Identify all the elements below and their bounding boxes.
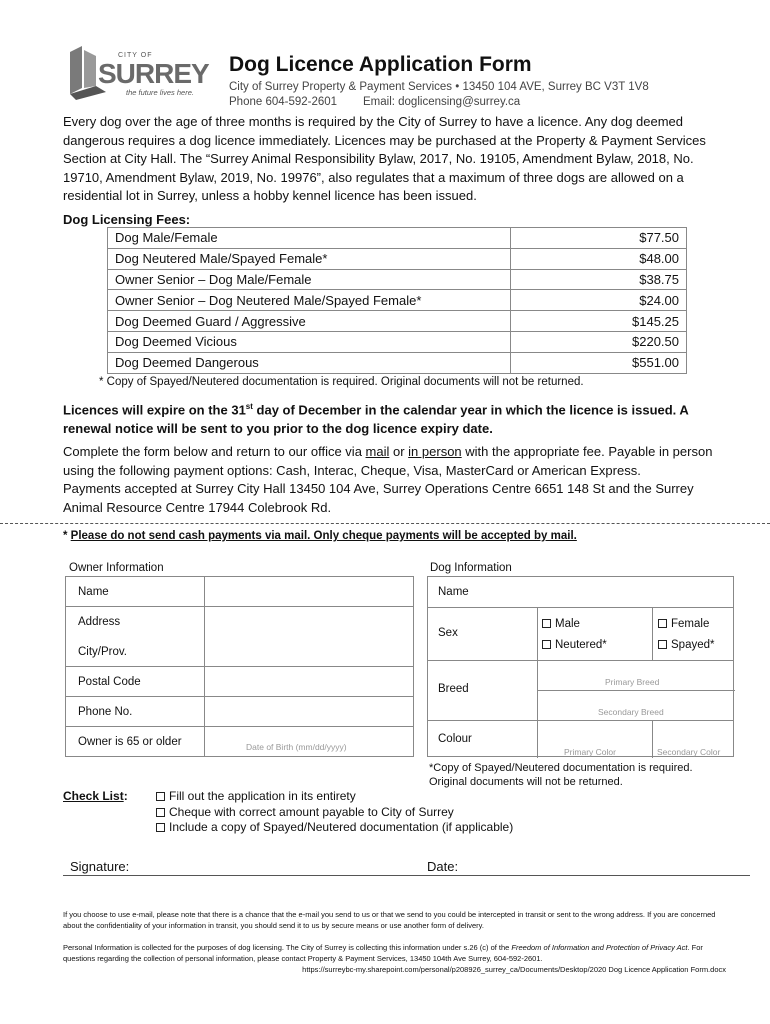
checkbox-icon [156, 792, 165, 801]
male-box-icon [542, 619, 551, 628]
primary-color-field[interactable]: Primary Color [564, 747, 616, 757]
owner-column-divider [204, 577, 205, 756]
primary-breed-field[interactable]: Primary Breed [605, 677, 660, 687]
fee-price: $551.00 [511, 352, 687, 373]
checkbox-icon [156, 808, 165, 817]
expiry-part1: Licences will expire on the 31 [63, 402, 246, 418]
instr-part1: Complete the form below and return to our office via [63, 444, 366, 459]
owner-label-name: Name [78, 586, 109, 598]
logo-city-of: CITY OF [118, 52, 153, 59]
logo-tagline: the future lives here. [126, 88, 194, 97]
owner-row-phone[interactable] [66, 697, 413, 727]
female-label: Female [671, 618, 710, 630]
intro-paragraph: Every dog over the age of three months is required by the City of Surrey to have a licence. Any dog deemed dangerous requires a dog licence immediately. Licences may be purchased at the Property & Payment Services Section at City Hall. The “Surrey Animal Responsibility Bylaw, 2017, No. 19105, Amendment Bylaw, 2018, No. 19710, Amendment Bylaw, 2019, No. 19976”, also regulates that a maximum of three dogs are allowed on a residential lot in Surrey, unless a hobby kennel licence has been issued. [63, 114, 706, 203]
dob-hint: Date of Birth (mm/dd/yyyy) [246, 742, 347, 752]
female-checkbox[interactable] [658, 618, 709, 630]
owner-label-senior: Owner is 65 or older [78, 736, 182, 748]
checklist-item-label: Include a copy of Spayed/Neutered documentation (if applicable) [169, 820, 514, 834]
checklist-item[interactable] [156, 820, 513, 836]
dog-row-line [428, 607, 733, 608]
instr-part2: with the appropriate fee. Payable in person using the following payment options: Cash, Interac, Cheque, Visa, MasterCard or American Express. [63, 444, 713, 478]
neutered-checkbox[interactable] [542, 639, 607, 651]
fee-label: Owner Senior – Dog Male/Female [108, 269, 511, 290]
phone-text: Phone 604-592-2601 [229, 96, 338, 108]
fee-row [108, 352, 687, 373]
owner-label-city: City/Prov. [78, 646, 127, 658]
fee-price: $38.75 [511, 269, 687, 290]
fee-row [108, 269, 687, 290]
spayed-box-icon [658, 640, 667, 649]
dog-label-colour: Colour [438, 733, 472, 745]
owner-row-senior[interactable] [66, 727, 413, 757]
dog-table [427, 576, 734, 757]
owner-label-address: Address [78, 616, 121, 628]
cash-note-star: * [63, 530, 71, 542]
sex-column-divider [652, 607, 653, 660]
checklist-heading-text: Check List [63, 789, 124, 803]
checklist-item[interactable] [156, 805, 513, 821]
dog-column-divider [537, 607, 538, 758]
male-label: Male [555, 618, 580, 630]
fee-row [108, 248, 687, 269]
instr-or: or [389, 444, 409, 459]
expiry-sup: st [245, 402, 253, 411]
fees-table [107, 227, 687, 374]
fee-row [108, 290, 687, 311]
fee-label: Dog Deemed Vicious [108, 331, 511, 352]
dog-note: *Copy of Spayed/Neutered documentation is required. Original documents will not be returned. [429, 762, 693, 788]
privacy-part1: Personal Information is collected for the purposes of dog licensing. The City of Surrey is collecting this information under s.26 (c) of the [63, 943, 512, 952]
owner-heading: Owner Information [69, 562, 164, 574]
checklist [156, 789, 513, 836]
privacy-act: Freedom of Information and Protection of Privacy Act [511, 943, 688, 952]
signature-label: Signature: [70, 859, 130, 874]
fees-note: * Copy of Spayed/Neutered documentation is required. Original documents will not be returned. [99, 376, 584, 388]
privacy-part2: . For questions regarding the collection of personal information, please contact Property & Payment Services, 13450 104th Ave Surrey, 604-592-2601. [63, 943, 703, 963]
signature-line[interactable] [63, 875, 750, 876]
owner-label-phone: Phone No. [78, 706, 133, 718]
fee-row [108, 331, 687, 352]
secondary-color-field[interactable]: Secondary Color [657, 747, 721, 757]
owner-row-address[interactable] [66, 607, 413, 667]
fee-price: $77.50 [511, 228, 687, 249]
checklist-heading-colon: : [123, 789, 128, 803]
form-title: Dog Licence Application Form [229, 53, 532, 76]
in-person-link[interactable]: in person [408, 444, 462, 459]
spayed-label: Spayed* [671, 639, 715, 651]
checkbox-icon [156, 823, 165, 832]
fee-price: $24.00 [511, 290, 687, 311]
privacy-notice [63, 942, 723, 964]
colour-column-divider [652, 720, 653, 758]
breed-split-line [537, 690, 735, 691]
fee-price: $48.00 [511, 248, 687, 269]
dog-row-line-3 [428, 720, 733, 721]
city-of-surrey-logo [68, 44, 209, 100]
neutered-box-icon [542, 640, 551, 649]
cut-line [0, 523, 770, 524]
dog-label-name: Name [438, 586, 469, 598]
expiry-part2: day of December in the calendar year in which the licence is issued. A renewal notice will be sent to you prior to the dog licence expiry date. [63, 402, 689, 436]
fee-row [108, 228, 687, 249]
email-text: Email: doglicensing@surrey.ca [363, 96, 521, 108]
dog-label-breed: Breed [438, 683, 469, 695]
fee-price: $145.25 [511, 311, 687, 332]
female-box-icon [658, 619, 667, 628]
fee-label: Dog Male/Female [108, 228, 511, 249]
dog-label-sex: Sex [438, 627, 458, 639]
logo-name: SURREY [98, 58, 209, 89]
expiry-notice [63, 398, 725, 438]
fee-label: Owner Senior – Dog Neutered Male/Spayed Female* [108, 290, 511, 311]
owner-row-postal[interactable] [66, 667, 413, 697]
checklist-item[interactable] [156, 789, 513, 805]
checklist-item-label: Fill out the application in its entirety [169, 789, 356, 803]
contact-line [229, 96, 521, 108]
cash-note-text: Please do not send cash payments via mail. Only cheque payments will be accepted by mail. [70, 530, 577, 542]
fee-price: $220.50 [511, 331, 687, 352]
date-label: Date: [427, 859, 459, 874]
checklist-heading [63, 789, 128, 803]
owner-row-name[interactable] [66, 577, 413, 607]
spayed-checkbox[interactable] [658, 639, 714, 651]
fee-label: Dog Deemed Dangerous [108, 352, 511, 373]
secondary-breed-field[interactable]: Secondary Breed [598, 707, 664, 717]
address-line: City of Surrey Property & Payment Services • 13450 104 AVE, Surrey BC V3T 1V8 [229, 81, 649, 93]
owner-table [65, 576, 414, 757]
mail-link[interactable]: mail [365, 444, 390, 459]
male-checkbox[interactable] [542, 618, 580, 630]
email-notice: If you choose to use e-mail, please note that there is a chance that the e-mail you send to us or that we send to you could be intercepted in transit or sent to the wrong address. If you are concerned about the confidentiality of your information in transit, you should send it to us by secure means or use another form of delivery. [63, 910, 716, 930]
fee-label: Dog Deemed Guard / Aggressive [108, 311, 511, 332]
instr-line2: Payments accepted at Surrey City Hall 13450 104 Ave, Surrey Operations Centre 6651 148 St and the Surrey Animal Resource Centre 17944 Colebrook Rd. [63, 481, 694, 515]
checklist-item-label: Cheque with correct amount payable to City of Surrey [169, 804, 454, 819]
owner-label-postal: Postal Code [78, 676, 141, 688]
neutered-label: Neutered* [555, 639, 607, 651]
fee-row [108, 311, 687, 332]
cash-note [63, 530, 577, 542]
document-url: https://surreybc-my.sharepoint.com/personal/p208926_surrey_ca/Documents/Desktop/2020 Dog Licence Application Form.docx [302, 965, 726, 974]
fees-heading: Dog Licensing Fees: [63, 212, 191, 227]
instructions-paragraph [63, 443, 725, 517]
dog-row-line-2 [428, 660, 733, 661]
dog-heading: Dog Information [430, 562, 512, 574]
fee-label: Dog Neutered Male/Spayed Female* [108, 248, 511, 269]
